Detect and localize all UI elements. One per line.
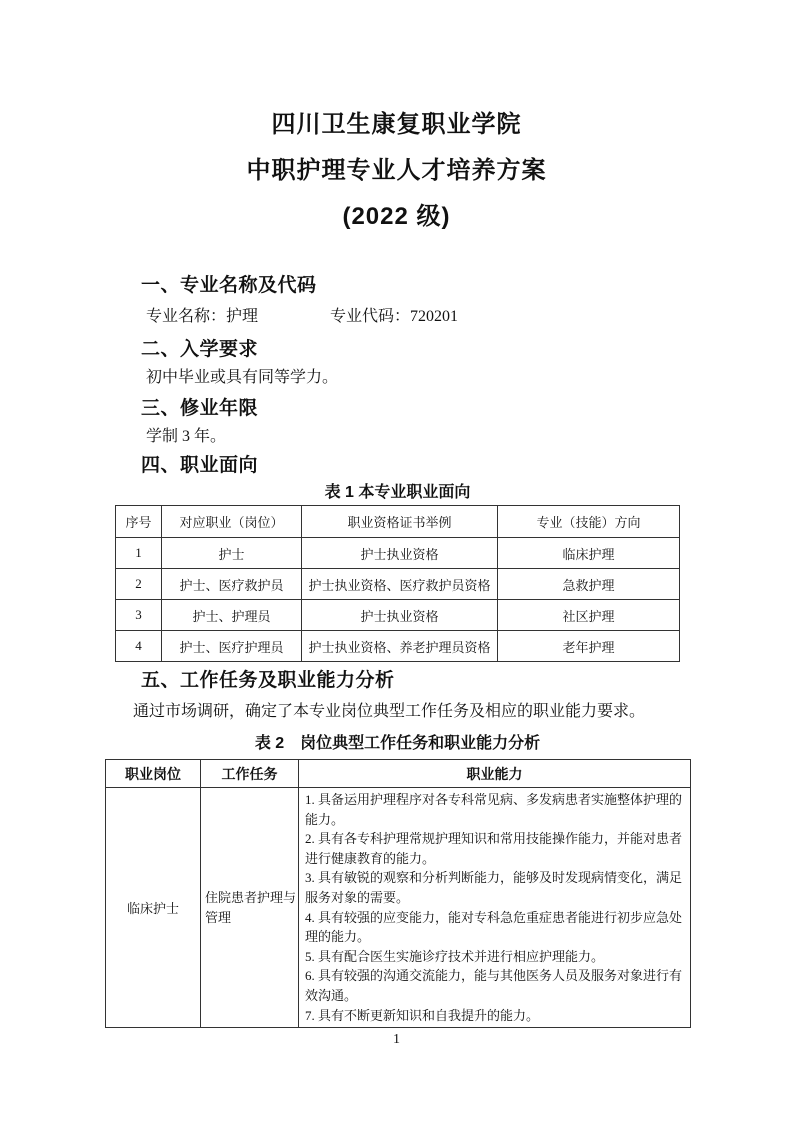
- table1-cell-occupation: 护士、医疗护理员: [162, 631, 302, 662]
- section-heading-entry-requirements: 二、入学要求: [141, 339, 259, 360]
- table1-cell-occupation: 护士、护理员: [162, 600, 302, 631]
- ability-item: 6. 具有较强的沟通交流能力，能与其他医务人员及服务对象进行有效沟通。: [305, 968, 683, 1003]
- table1-caption: 表 1 本专业职业面向: [324, 484, 471, 501]
- table2-row-clinical-nurse: [106, 788, 691, 1028]
- major-code-value: 专业代码：720201: [330, 308, 459, 325]
- table1-cell-direction: 老年护理: [498, 631, 680, 662]
- table2-header-row: [106, 760, 691, 788]
- table1-row: [116, 569, 680, 600]
- table1-cell-certificate: 护士执业资格: [302, 538, 498, 569]
- market-research-text: 通过市场调研，确定了本专业岗位典型工作任务及相应的职业能力要求。: [133, 703, 646, 720]
- table2-cell-task: 住院患者护理与管理: [201, 788, 299, 1028]
- page-number: 1: [393, 1032, 400, 1047]
- table2-header-ability: 职业能力: [299, 760, 691, 788]
- table2-header-task: 工作任务: [201, 760, 299, 788]
- ability-item: 2. 具有各专科护理常规护理知识和常用技能操作能力，并能对患者进行健康教育的能力。: [305, 831, 683, 866]
- document-body: [105, 276, 690, 1028]
- table1-cell-occupation: 护士、医疗救护员: [162, 569, 302, 600]
- table1-cell-occupation: 护士: [162, 538, 302, 569]
- title-line-college: 四川卫生康复职业学院: [271, 111, 522, 138]
- table1-cell-direction: 临床护理: [498, 538, 680, 569]
- table1-cell-certificate: 护士执业资格、养老护理员资格: [302, 631, 498, 662]
- title-line-cohort: (2022 级): [342, 203, 451, 230]
- section-heading-career-orientation: 四、职业面向: [141, 455, 259, 476]
- entry-requirements-text: 初中毕业或具有同等学力。: [146, 369, 339, 386]
- table1-header-certificate: 职业资格证书举例: [302, 506, 498, 538]
- table1-cell-certificate: 护士执业资格: [302, 600, 498, 631]
- ability-item: 1. 具备运用护理程序对各专科常见病、多发病患者实施整体护理的能力。: [305, 792, 683, 827]
- table1-cell-seq: 2: [116, 569, 162, 600]
- table1-row: [116, 600, 680, 631]
- ability-item: 7. 具有不断更新知识和自我提升的能力。: [305, 1007, 540, 1023]
- task-ability-table: [105, 759, 691, 1028]
- table1-header-direction: 专业（技能）方向: [498, 506, 680, 538]
- table1-cell-direction: 社区护理: [498, 600, 680, 631]
- document-title-block: [0, 0, 793, 232]
- table1-cell-certificate: 护士执业资格、医疗救护员资格: [302, 569, 498, 600]
- table2-cell-abilities: [299, 788, 691, 1028]
- section-heading-study-duration: 三、修业年限: [141, 398, 259, 419]
- table1-header-seq: 序号: [116, 506, 162, 538]
- ability-item: 3. 具有敏锐的观察和分析判断能力，能够及时发现病情变化，满足服务对象的需要。: [305, 870, 683, 905]
- major-name-value: 专业名称：护理: [146, 308, 259, 325]
- section-heading-task-ability-analysis: 五、工作任务及职业能力分析: [141, 670, 395, 691]
- table1-cell-seq: 3: [116, 600, 162, 631]
- table1-row: [116, 631, 680, 662]
- title-line-program: 中职护理专业人才培养方案: [246, 157, 547, 184]
- section-heading-major-name-code: 一、专业名称及代码: [141, 275, 317, 296]
- table1-cell-direction: 急救护理: [498, 569, 680, 600]
- table1-cell-seq: 4: [116, 631, 162, 662]
- table2-header-post: 职业岗位: [106, 760, 201, 788]
- table1-header-occupation: 对应职业（岗位）: [162, 506, 302, 538]
- table1-cell-seq: 1: [116, 538, 162, 569]
- table2-caption: 表 2 岗位典型工作任务和职业能力分析: [254, 735, 541, 752]
- table2-cell-post: 临床护士: [106, 788, 201, 1028]
- table1-header-row: [116, 506, 680, 538]
- major-name-code-line: [146, 308, 690, 326]
- ability-item: 4. 具有较强的应变能力，能对专科急危重症患者能进行初步应急处理的能力。: [305, 909, 683, 945]
- table1-row: [116, 538, 680, 569]
- career-orientation-table: [115, 505, 680, 662]
- ability-item: 5. 具有配合医生实施诊疗技术并进行相应护理能力。: [305, 948, 605, 964]
- study-duration-text: 学制 3 年。: [146, 428, 227, 445]
